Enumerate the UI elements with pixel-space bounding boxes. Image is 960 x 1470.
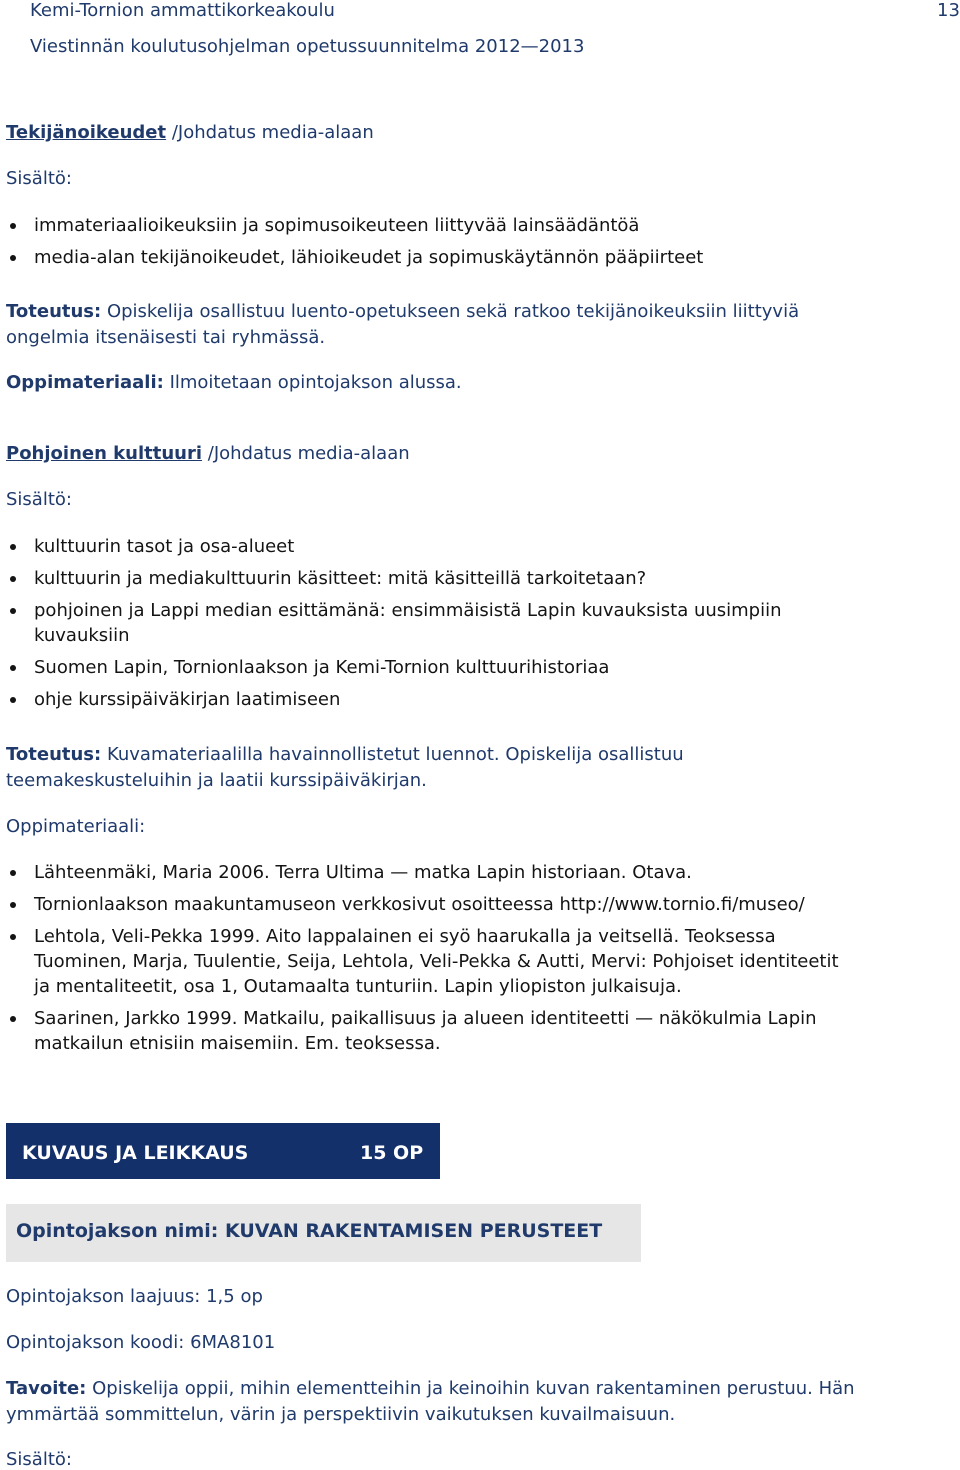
content-label: Sisältö: (6, 489, 72, 510)
list-item: immateriaalioikeuksiin ja sopimusoikeuteen liittyvää lainsäädäntöä (0, 213, 703, 238)
course-name-box (6, 1204, 641, 1262)
document-subtitle: Viestinnän koulutusohjelman opetussuunnitelma 2012—2013 (30, 36, 585, 57)
list-item: kulttuurin ja mediakulttuurin käsitteet: mitä käsitteillä tarkoitetaan? (0, 566, 782, 591)
list-item: Lehtola, Veli-Pekka 1999. Aito lappalainen ei syö haarukalla ja veitsellä. Teoksessa Tuominen, Marja, Tuulentie, Seija, Lehtola, Veli-Pekka & Autti, Mervi: Pohjoiset identiteetit ja mentaliteetit, osa 1, Outamaalta tunturiin. Lapin yliopiston julkaisuja. (0, 924, 839, 999)
section-title-link[interactable]: Tekijänoikeudet (6, 122, 167, 143)
bullet-icon (10, 223, 16, 229)
bullet-icon (10, 1016, 16, 1022)
course-code: Opintojakson koodi: 6MA8101 (6, 1332, 276, 1353)
toteutus-paragraph: Toteutus: Kuvamateriaalilla havainnollistetut luennot. Opiskelija osallistuu (6, 744, 684, 765)
list-item: Tornionlaakson maakuntamuseon verkkosivut osoitteessa http://www.tornio.fi/museo/ (0, 892, 839, 917)
list-item: ohje kurssipäiväkirjan laatimiseen (0, 687, 782, 712)
section-suffix: /Johdatus media-alaan (166, 122, 374, 143)
school-name: Kemi-Tornion ammattikorkeakoulu (30, 0, 335, 21)
section-suffix: /Johdatus media-alaan (202, 443, 410, 464)
goal-line-2: ymmärtää sommittelun, värin ja perspektiivin vaikutuksen kuvailmaisuun. (6, 1404, 676, 1425)
material-list (0, 860, 839, 1056)
list-item: kulttuurin tasot ja osa-alueet (0, 534, 782, 559)
section-title-link[interactable]: Pohjoinen kulttuuri (6, 443, 203, 464)
list-item: media-alan tekijänoikeudet, lähioikeudet ja sopimuskäytännön pääpiirteet (0, 245, 703, 270)
bullet-icon (10, 255, 16, 261)
toteutus-line-2: teemakeskusteluihin ja laatii kurssipäiväkirjan. (6, 770, 427, 791)
material-paragraph: Oppimateriaali: Ilmoitetaan opintojakson alussa. (6, 372, 462, 393)
page-number: 13 (937, 0, 960, 21)
section-heading-tekijanoikeudet (6, 122, 374, 143)
goal-paragraph: Tavoite: Opiskelija oppii, mihin elementteihin ja keinoihin kuvan rakentaminen perustuu. Hän (6, 1378, 855, 1399)
course-name: Opintojakson nimi: KUVAN RAKENTAMISEN PERUSTEET (16, 1220, 603, 1242)
course-scope: Opintojakson laajuus: 1,5 op (6, 1286, 263, 1307)
bullet-icon (10, 544, 16, 550)
content-label: Sisältö: (6, 1449, 72, 1470)
toteutus-line-2: ongelmia itsenäisesti tai ryhmässä. (6, 327, 326, 348)
module-credits: 15 OP (360, 1142, 424, 1164)
bullet-icon (10, 576, 16, 582)
module-banner (6, 1123, 440, 1179)
bullet-icon (10, 608, 16, 614)
content-label: Sisältö: (6, 168, 72, 189)
list-item: Suomen Lapin, Tornionlaakson ja Kemi-Tornion kulttuurihistoriaa (0, 655, 782, 680)
toteutus-paragraph: Toteutus: Opiskelija osallistuu luento-opetukseen sekä ratkoo tekijänoikeuksiin liittyviä (6, 301, 800, 322)
content-list (0, 213, 703, 270)
content-list (0, 534, 782, 712)
module-title: KUVAUS JA LEIKKAUS (22, 1142, 249, 1164)
bullet-icon (10, 934, 16, 940)
bullet-icon (10, 665, 16, 671)
list-item: Saarinen, Jarkko 1999. Matkailu, paikallisuus ja alueen identiteetti — näkökulmia Lapin matkailun etnisiin maisemiin. Em. teoksessa. (0, 1006, 839, 1056)
bullet-icon (10, 697, 16, 703)
list-item: Lähteenmäki, Maria 2006. Terra Ultima — matka Lapin historiaan. Otava. (0, 860, 839, 885)
list-item: pohjoinen ja Lappi median esittämänä: ensimmäisistä Lapin kuvauksista uusimpiin kuvauksiin (0, 598, 782, 648)
material-label: Oppimateriaali: (6, 816, 146, 837)
bullet-icon (10, 870, 16, 876)
bullet-icon (10, 902, 16, 908)
section-heading-pohjoinen-kulttuuri (6, 443, 410, 464)
